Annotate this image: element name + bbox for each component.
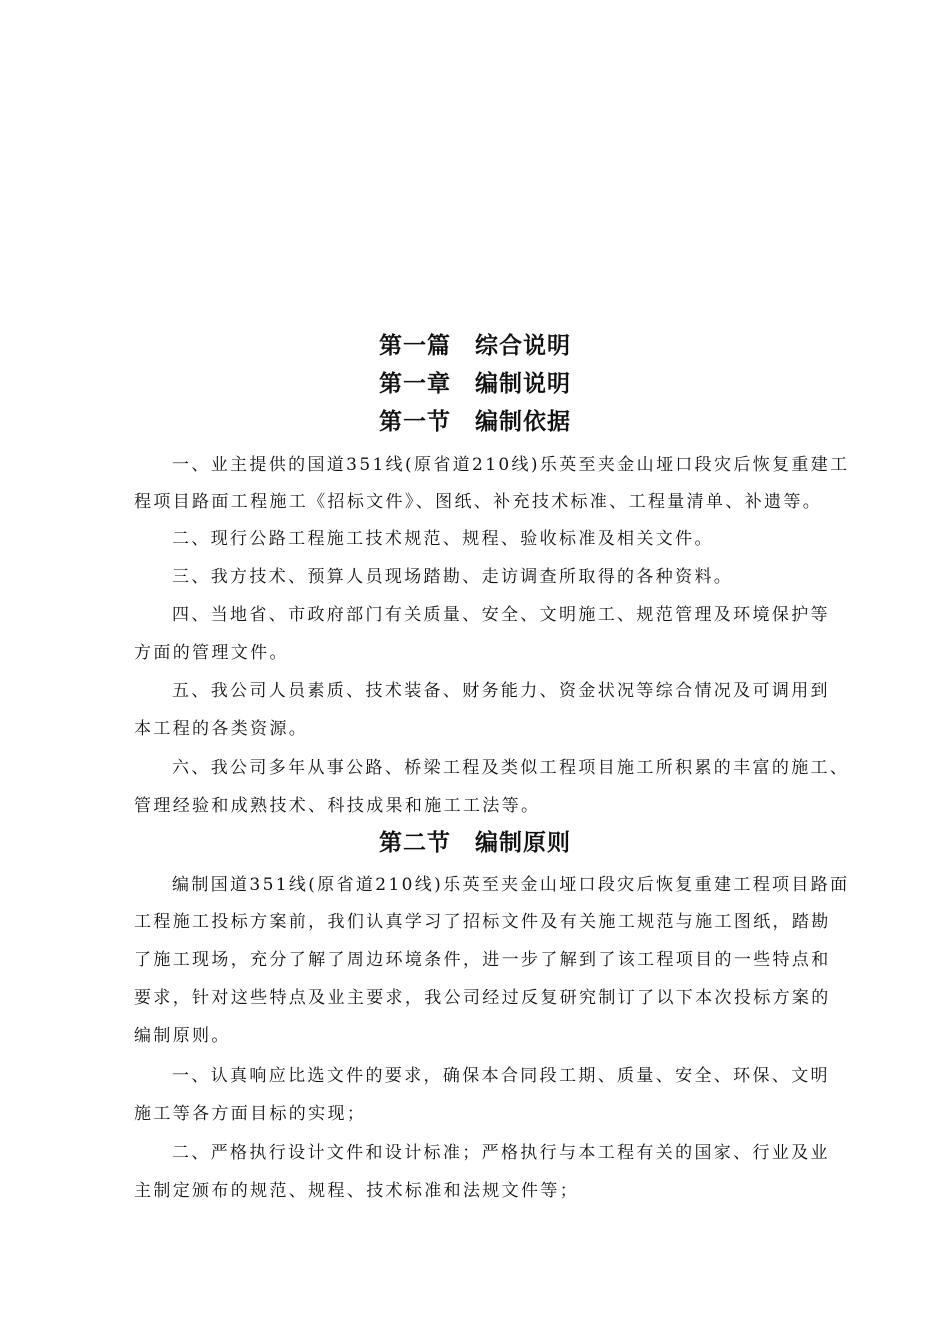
paragraph-line: 要求，针对这些特点及业主要求，我公司经过反复研究制订了以下本次投标方案的	[134, 988, 831, 1008]
section-title-principles: 第二节 编制原则	[379, 830, 571, 856]
paragraph-line: 编制原则。	[134, 1026, 231, 1046]
paragraph-line: 本工程的各类资源。	[134, 719, 309, 739]
paragraph-line: 一、认真响应比选文件的要求，确保本合同段工期、质量、安全、环保、文明	[172, 1066, 830, 1086]
paragraph-line: 主制定颁布的规范、规程、技术标准和法规文件等；	[134, 1181, 580, 1201]
paragraph-line: 程项目路面工程施工《招标文件》、图纸、补充技术标准、工程量清单、补遗等。	[134, 492, 823, 512]
paragraph-line: 二、严格执行设计文件和设计标准；严格执行与本工程有关的国家、行业及业	[172, 1143, 830, 1163]
part-title: 第一篇 综合说明	[379, 333, 571, 359]
chapter-title: 第一章 编制说明	[379, 371, 571, 397]
paragraph-line: 三、我方技术、预算人员现场踏勘、走访调查所取得的各种资料。	[172, 567, 734, 587]
paragraph-line: 五、我公司人员素质、技术装备、财务能力、资金状况等综合情况及可调用到	[172, 681, 830, 701]
paragraph-line: 了施工现场，充分了解了周边环境条件，进一步了解到了该工程项目的一些特点和	[134, 950, 831, 970]
paragraph-line: 编制国道351线(原省道210线)乐英至夹金山垭口段灾后恢复重建工程项目路面	[172, 875, 850, 895]
paragraph-line: 六、我公司多年从事公路、桥梁工程及类似工程项目施工所积累的丰富的施工、	[172, 758, 850, 778]
paragraph-line: 方面的管理文件。	[134, 643, 289, 663]
section-title-basis: 第一节 编制依据	[379, 409, 571, 435]
paragraph-line: 四、当地省、市政府部门有关质量、安全、文明施工、规范管理及环境保护等	[172, 605, 830, 625]
paragraph-line: 工程施工投标方案前，我们认真学习了招标文件及有关施工规范与施工图纸，踏勘	[134, 912, 831, 932]
paragraph-line: 管理经验和成熟技术、科技成果和施工工法等。	[134, 796, 541, 816]
paragraph-line: 施工等各方面目标的实现；	[134, 1104, 367, 1124]
paragraph-line: 二、现行公路工程施工技术规范、规程、验收标准及相关文件。	[172, 529, 714, 549]
paragraph-line: 一、业主提供的国道351线(原省道210线)乐英至夹金山垭口段灾后恢复重建工	[172, 455, 850, 475]
